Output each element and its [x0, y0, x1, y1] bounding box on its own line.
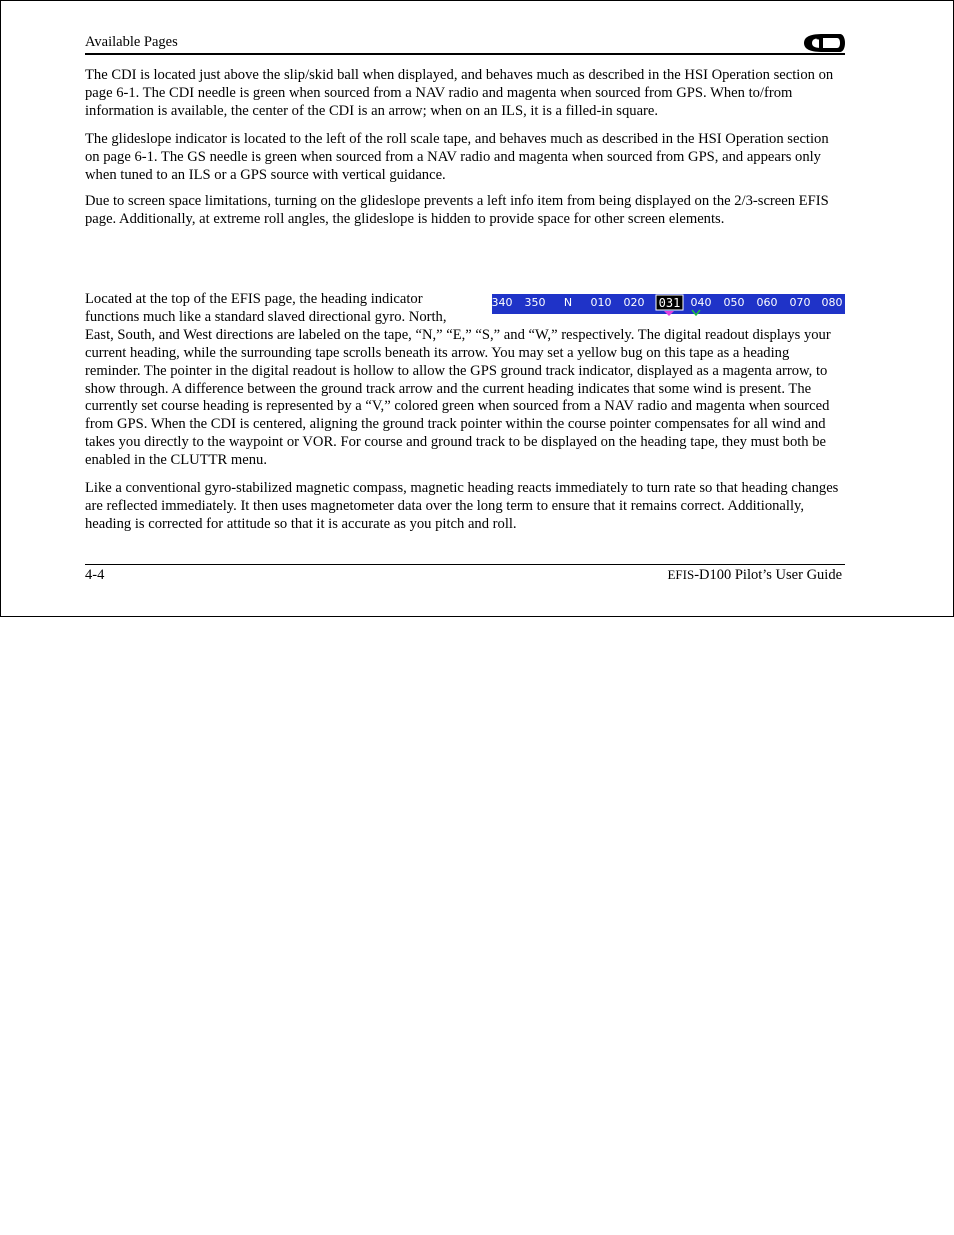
paragraph-heading-indicator: Located at the top of the EFIS page, the heading indicator functions much like a standard slaved directional gyro. North, East, South, and West directions are labeled on the tape, “N,” “E,” “S,” and “W,” respectively. The digital readout displays your current heading, while the surrounding tape scrolls beneath its arrow. You may set a yellow bug on this tape as a heading reminder. The pointer in the digital readout is hollow to allow the GPS ground track indicator, displayed as a magenta arrow, to show through. A difference between the ground track arrow and the current heading indicates that some wind is present. The currently set course heading is represented by a “V,” colored green when sourced from a NAV radio and magenta when sourced from GPS. When the CDI is centered, aligning the ground track pointer within the course pointer compensates for all wind and takes you directly to the waypoint or VOR. For course and ground track to be displayed on the heading tape, they must both be enabled in the CLUTTR menu. — [85, 291, 831, 469]
running-header-title: Available Pages — [85, 34, 178, 50]
guide-title — [667, 567, 842, 584]
heading-tape-image — [492, 294, 845, 316]
paragraph-cdi: The CDI is located just above the slip/skid ball when displayed, and behaves much as described in the HSI Operation section on page 6-1. The CDI needle is green when sourced from a NAV radio and magenta when sourced from GPS. When to/from information is available, the center of the CDI is an arrow; when on an ILS, it is a filled-in square. — [85, 67, 834, 119]
heading-tape-label-right-0: 040 — [690, 296, 712, 309]
dynon-logo-icon — [800, 32, 846, 54]
heading-tape-label-left-0: 340 — [492, 296, 513, 309]
page-number: 4-4 — [85, 567, 105, 583]
document-page — [0, 0, 954, 617]
header-rule — [85, 53, 845, 55]
paragraph-glideslope: The glideslope indicator is located to the left of the roll scale tape, and behaves much as described in the HSI Operation section on page 6-1. The GS needle is green when sourced from a NAV radio and magenta when sourced from GPS, and appears only when tuned to an ILS or a GPS source with vertical guidance. — [85, 131, 829, 183]
heading-tape-label-left-4: 020 — [623, 296, 645, 309]
heading-tape-label-left-3: 010 — [590, 296, 612, 309]
heading-tape-label-left-1: 350 — [524, 296, 546, 309]
guide-title-suffix: -D100 Pilot’s User Guide — [694, 567, 842, 583]
heading-readout: 031 — [658, 296, 681, 310]
heading-tape-label-right-3: 070 — [789, 296, 811, 309]
heading-tape-label-right-4: 080 — [821, 296, 843, 309]
heading-tape-label-right-2: 060 — [756, 296, 778, 309]
footer-rule — [85, 564, 845, 565]
guide-title-prefix: EFIS — [667, 567, 695, 582]
paragraph-magnetic-heading: Like a conventional gyro-stabilized magnetic compass, magnetic heading reacts immediately to turn rate so that heading changes are reflected immediately. It then uses magnetometer data over the long term to ensure that it remains correct. Additionally, heading is corrected for attitude so that it is accurate as you pitch and roll. — [85, 480, 839, 532]
paragraph-screen-space: Due to screen space limitations, turning on the glideslope prevents a left info item from being displayed on the 2/3-screen EFIS page. Additionally, at extreme roll angles, the glideslope is hidden to provide space for other screen elements. — [85, 193, 829, 227]
heading-tape-label-left-2: N — [563, 296, 573, 309]
paragraph-heading-block — [85, 291, 845, 470]
heading-tape-label-right-1: 050 — [723, 296, 745, 309]
